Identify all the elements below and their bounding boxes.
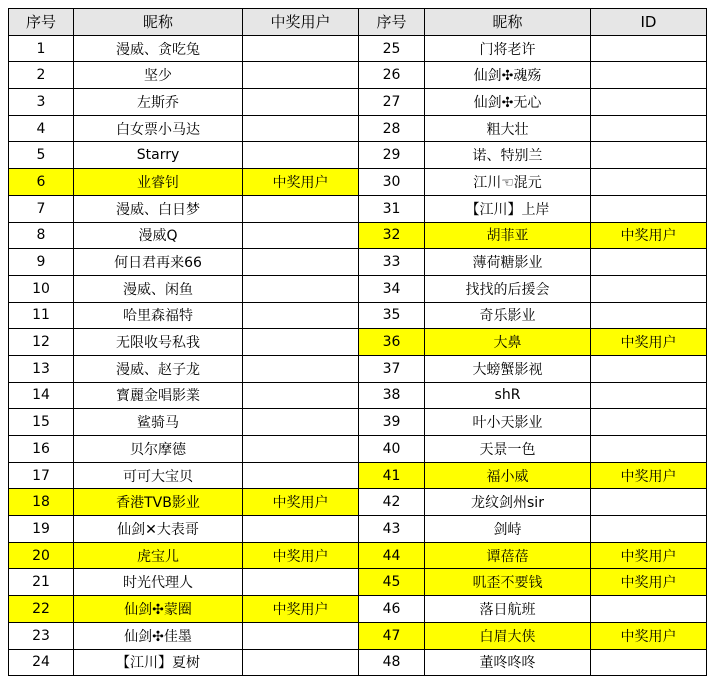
winner-cell-right (591, 596, 707, 623)
row-number-cell-right: 41 (359, 462, 425, 489)
nickname-cell-right: 找找的后援会 (425, 275, 591, 302)
nickname-cell-left: 香港TVB影业 (74, 489, 243, 516)
row-number-cell-left: 15 (9, 409, 74, 436)
row-number-cell-left: 10 (9, 275, 74, 302)
winner-cell-right (591, 436, 707, 463)
row-number-cell-right: 32 (359, 222, 425, 249)
row-number-cell-left: 19 (9, 516, 74, 543)
nickname-cell-right: 叽歪不要钱 (425, 569, 591, 596)
nickname-cell-right: 天景一色 (425, 436, 591, 463)
winner-cell-right (591, 355, 707, 382)
header-id-right: ID (591, 9, 707, 36)
row-number-cell-right: 31 (359, 195, 425, 222)
winner-cell-left (243, 142, 359, 169)
table-row (9, 302, 707, 329)
table-body (9, 35, 707, 676)
winner-cell-left (243, 622, 359, 649)
row-number-cell-right: 39 (359, 409, 425, 436)
nickname-cell-right: 诺、特别兰 (425, 142, 591, 169)
nickname-cell-left: 鲨骑马 (74, 409, 243, 436)
winner-cell-left (243, 115, 359, 142)
winner-cell-left (243, 436, 359, 463)
table-row (9, 355, 707, 382)
winner-cell-left (243, 516, 359, 543)
nickname-cell-left: 【江川】夏树 (74, 649, 243, 676)
winner-cell-right: 中奖用户 (591, 542, 707, 569)
row-number-cell-left: 16 (9, 436, 74, 463)
winner-cell-right (591, 62, 707, 89)
winner-cell-left (243, 569, 359, 596)
row-number-cell-left: 17 (9, 462, 74, 489)
table-row (9, 596, 707, 623)
nickname-cell-right: shR (425, 382, 591, 409)
nickname-cell-left: 无限收号私我 (74, 329, 243, 356)
row-number-cell-right: 42 (359, 489, 425, 516)
nickname-cell-left: 漫威Q (74, 222, 243, 249)
row-number-cell-left: 14 (9, 382, 74, 409)
winner-cell-left (243, 329, 359, 356)
nickname-cell-left: 漫威、白日梦 (74, 195, 243, 222)
row-number-cell-right: 34 (359, 275, 425, 302)
table-row (9, 489, 707, 516)
nickname-cell-left: 仙剑✣蒙圈 (74, 596, 243, 623)
table-row (9, 115, 707, 142)
row-number-cell-left: 18 (9, 489, 74, 516)
row-number-cell-right: 45 (359, 569, 425, 596)
row-number-cell-right: 38 (359, 382, 425, 409)
winner-cell-right (591, 195, 707, 222)
row-number-cell-left: 3 (9, 89, 74, 116)
row-number-cell-right: 30 (359, 169, 425, 196)
winner-cell-right: 中奖用户 (591, 569, 707, 596)
nickname-cell-left: 何日君再来66 (74, 249, 243, 276)
nickname-cell-left: 漫威、闲鱼 (74, 275, 243, 302)
nickname-cell-right: 大鼻 (425, 329, 591, 356)
nickname-cell-right: 胡菲亚 (425, 222, 591, 249)
winner-cell-left (243, 89, 359, 116)
winner-cell-left (243, 382, 359, 409)
nickname-cell-left: 漫威、贪吃兔 (74, 35, 243, 62)
row-number-cell-left: 9 (9, 249, 74, 276)
winner-cell-left: 中奖用户 (243, 596, 359, 623)
row-number-cell-right: 40 (359, 436, 425, 463)
nickname-cell-right: 白眉大侠 (425, 622, 591, 649)
row-number-cell-left: 8 (9, 222, 74, 249)
row-number-cell-right: 28 (359, 115, 425, 142)
row-number-cell-right: 36 (359, 329, 425, 356)
nickname-cell-left: 贝尔摩德 (74, 436, 243, 463)
table-row (9, 222, 707, 249)
winner-cell-right (591, 409, 707, 436)
nickname-cell-right: 粗大壮 (425, 115, 591, 142)
winner-cell-right (591, 249, 707, 276)
nickname-cell-right: 剑峙 (425, 516, 591, 543)
row-number-cell-left: 24 (9, 649, 74, 676)
winner-cell-left (243, 275, 359, 302)
nickname-cell-left: 寳麗金唱影業 (74, 382, 243, 409)
nickname-cell-right: 江川☜混元 (425, 169, 591, 196)
row-number-cell-right: 47 (359, 622, 425, 649)
winner-cell-right (591, 142, 707, 169)
nickname-cell-left: 仙剑✕大表哥 (74, 516, 243, 543)
winner-cell-right (591, 302, 707, 329)
nickname-cell-right: 落日航班 (425, 596, 591, 623)
winner-cell-left: 中奖用户 (243, 169, 359, 196)
winner-cell-right: 中奖用户 (591, 222, 707, 249)
table-row (9, 516, 707, 543)
row-number-cell-right: 27 (359, 89, 425, 116)
winner-cell-left (243, 649, 359, 676)
row-number-cell-left: 7 (9, 195, 74, 222)
table-row (9, 142, 707, 169)
nickname-cell-right: 董咚咚咚 (425, 649, 591, 676)
row-number-cell-left: 6 (9, 169, 74, 196)
row-number-cell-left: 12 (9, 329, 74, 356)
nickname-cell-left: 哈里森福特 (74, 302, 243, 329)
nickname-cell-left: Starry (74, 142, 243, 169)
winner-cell-right (591, 89, 707, 116)
table-row (9, 622, 707, 649)
winner-cell-left (243, 62, 359, 89)
nickname-cell-right: 【江川】上岸 (425, 195, 591, 222)
winner-cell-right (591, 115, 707, 142)
nickname-cell-left: 仙剑✣佳墨 (74, 622, 243, 649)
winner-cell-right (591, 489, 707, 516)
winner-cell-left (243, 355, 359, 382)
nickname-cell-left: 左斯乔 (74, 89, 243, 116)
table-row (9, 542, 707, 569)
row-number-cell-left: 2 (9, 62, 74, 89)
winner-cell-left (243, 409, 359, 436)
row-number-cell-right: 43 (359, 516, 425, 543)
nickname-cell-right: 福小威 (425, 462, 591, 489)
winner-cell-right (591, 516, 707, 543)
table-row (9, 169, 707, 196)
nickname-cell-right: 仙剑✣魂殇 (425, 62, 591, 89)
nickname-cell-right: 大螃蟹影视 (425, 355, 591, 382)
row-number-cell-right: 25 (359, 35, 425, 62)
nickname-cell-left: 坚少 (74, 62, 243, 89)
row-number-cell-left: 21 (9, 569, 74, 596)
winner-cell-right (591, 35, 707, 62)
nickname-cell-left: 时光代理人 (74, 569, 243, 596)
row-number-cell-right: 44 (359, 542, 425, 569)
table-row (9, 89, 707, 116)
header-nickname-right: 昵称 (425, 9, 591, 36)
header-winner-left: 中奖用户 (243, 9, 359, 36)
table-row (9, 249, 707, 276)
nickname-cell-right: 薄荷糖影业 (425, 249, 591, 276)
winner-cell-left (243, 222, 359, 249)
winner-cell-right: 中奖用户 (591, 622, 707, 649)
winner-cell-right (591, 275, 707, 302)
nickname-cell-right: 门将老许 (425, 35, 591, 62)
table-row (9, 35, 707, 62)
row-number-cell-left: 5 (9, 142, 74, 169)
row-number-cell-left: 11 (9, 302, 74, 329)
header-number-left: 序号 (9, 9, 74, 36)
row-number-cell-right: 46 (359, 596, 425, 623)
row-number-cell-left: 1 (9, 35, 74, 62)
row-number-cell-right: 26 (359, 62, 425, 89)
row-number-cell-right: 33 (359, 249, 425, 276)
table-row (9, 436, 707, 463)
nickname-cell-left: 业睿钊 (74, 169, 243, 196)
nickname-cell-right: 谭蓓蓓 (425, 542, 591, 569)
winner-cell-left (243, 302, 359, 329)
nickname-cell-right: 仙剑✣无心 (425, 89, 591, 116)
winner-cell-right: 中奖用户 (591, 462, 707, 489)
nickname-cell-right: 龙纹剑州sir (425, 489, 591, 516)
table-row (9, 62, 707, 89)
winner-cell-left (243, 195, 359, 222)
row-number-cell-right: 48 (359, 649, 425, 676)
nickname-cell-left: 白女票小马达 (74, 115, 243, 142)
winner-cell-right (591, 382, 707, 409)
header-nickname-left: 昵称 (74, 9, 243, 36)
nickname-cell-left: 可可大宝贝 (74, 462, 243, 489)
table-row (9, 329, 707, 356)
winner-cell-right (591, 649, 707, 676)
row-number-cell-right: 35 (359, 302, 425, 329)
table-row (9, 195, 707, 222)
winner-cell-left (243, 35, 359, 62)
table-row (9, 382, 707, 409)
table-row (9, 569, 707, 596)
nickname-cell-right: 奇乐影业 (425, 302, 591, 329)
row-number-cell-left: 23 (9, 622, 74, 649)
winner-cell-left: 中奖用户 (243, 489, 359, 516)
winners-table (8, 8, 707, 676)
nickname-cell-left: 虎宝儿 (74, 542, 243, 569)
row-number-cell-left: 13 (9, 355, 74, 382)
header-row (9, 9, 707, 36)
winner-cell-right (591, 169, 707, 196)
row-number-cell-left: 22 (9, 596, 74, 623)
row-number-cell-right: 37 (359, 355, 425, 382)
winner-cell-left: 中奖用户 (243, 542, 359, 569)
winner-cell-left (243, 462, 359, 489)
table-row (9, 649, 707, 676)
nickname-cell-right: 叶小天影业 (425, 409, 591, 436)
row-number-cell-left: 20 (9, 542, 74, 569)
header-number-right: 序号 (359, 9, 425, 36)
row-number-cell-right: 29 (359, 142, 425, 169)
nickname-cell-left: 漫威、赵子龙 (74, 355, 243, 382)
winner-cell-right: 中奖用户 (591, 329, 707, 356)
table-row (9, 275, 707, 302)
table-row (9, 409, 707, 436)
table-row (9, 462, 707, 489)
row-number-cell-left: 4 (9, 115, 74, 142)
winner-cell-left (243, 249, 359, 276)
